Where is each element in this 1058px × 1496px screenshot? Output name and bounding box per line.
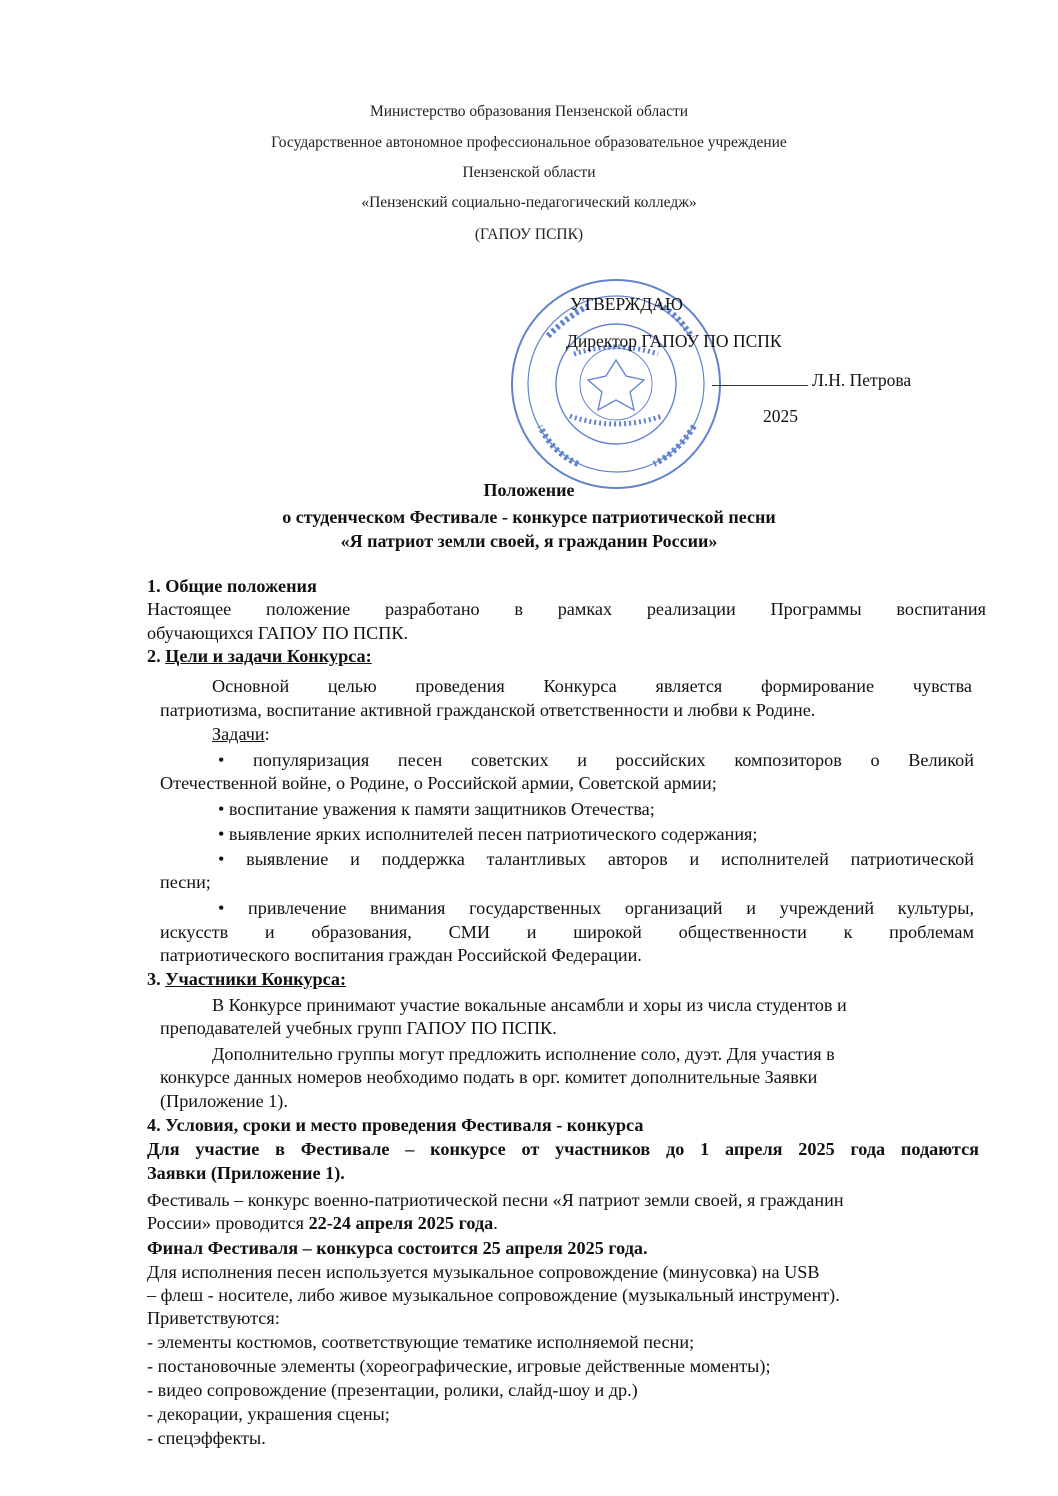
region-line: Пензенской области <box>462 164 596 181</box>
dates-prefix: России» проводится <box>147 1213 309 1233</box>
section4-deadline-line1: Для участие в Фестивале – конкурсе от участников до 1 апреля 2025 года подаются <box>147 1139 979 1159</box>
welcome-label: Приветствуются: <box>147 1308 280 1328</box>
welcome-item-3: - видео сопровождение (презентации, ролики, слайд-шоу и др.) <box>147 1380 638 1400</box>
welcome-item-2: - постановочные элементы (хореографические, игровые действенные моменты); <box>147 1356 771 1376</box>
approve-label: УТВЕРЖДАЮ <box>570 294 683 314</box>
section2-heading <box>147 646 372 667</box>
tasks-label-text: Задачи <box>212 724 265 744</box>
final-date: Финал Фестиваля – конкурса состоится 25 апреля 2025 года. <box>147 1238 648 1258</box>
ministry-line: Министерство образования Пензенской области <box>369 103 689 120</box>
section4-p1-line1: Фестиваль – конкурс военно-патриотической песни «Я патриот земли своей, я гражданин <box>147 1190 844 1210</box>
task2: • воспитание уважения к памяти защитников Отечества; <box>218 799 655 819</box>
music-line2: – флеш - носителе, либо живое музыкальное сопровождение (музыкальный инструмент). <box>147 1285 840 1305</box>
section4-deadline-line2: Заявки (Приложение 1). <box>147 1163 345 1183</box>
abbr-line: (ГАПОУ ПСПК) <box>474 226 584 243</box>
section1-text-line2: обучающихся ГАПОУ ПО ПСПК. <box>147 623 409 643</box>
section3-number: 3. <box>147 969 166 989</box>
director-title: Директор ГАПОУ ПО ПСПК <box>566 331 782 351</box>
task1-line2: Отечественной войне, о Родине, о Российской армии, Советской армии; <box>160 773 717 793</box>
section1-heading: 1. Общие положения <box>147 576 317 596</box>
task3: • выявление ярких исполнителей песен патриотического содержания; <box>218 824 758 844</box>
section3-p1-line2: преподавателей учебных групп ГАПОУ ПО ПСПК. <box>160 1018 557 1038</box>
tasks-label: Задачи: <box>212 724 270 744</box>
section2-number: 2. <box>147 646 166 666</box>
signature-line <box>712 385 808 386</box>
section3-p2-line3: (Приложение 1). <box>160 1091 288 1111</box>
institution-line: Государственное автономное профессиональное образовательное учреждение <box>271 134 787 151</box>
music-line1: Для исполнения песен используется музыкальное сопровождение (минусовка) на USB <box>147 1262 820 1282</box>
section4-p1-line2 <box>147 1213 498 1234</box>
section3-heading <box>147 969 346 990</box>
doc-subtitle: о студенческом Фестивале - конкурсе патриотической песни <box>282 507 776 527</box>
section3-heading-text: Участники Конкурса: <box>165 969 347 989</box>
dates-suffix: . <box>493 1213 498 1233</box>
festival-dates: 22-24 апреля 2025 года <box>308 1213 494 1233</box>
section2-goal-line1: Основной целью проведения Конкурса является формирование чувства <box>212 676 972 696</box>
welcome-item-5: - спецэффекты. <box>147 1428 266 1448</box>
section2-heading-text: Цели и задачи Конкурса: <box>165 646 372 666</box>
task4-line2: песни; <box>160 872 211 892</box>
task5-line3: патриотического воспитания граждан Российской Федерации. <box>160 945 642 965</box>
task1-line1: • популяризация песен советских и российских композиторов о Великой <box>218 750 974 770</box>
college-line: «Пензенский социально-педагогический колледж» <box>361 194 697 211</box>
section2-goal-line2: патриотизма, воспитание активной гражданской ответственности и любви к Родине. <box>160 700 816 720</box>
task4-line1: • выявление и поддержка талантливых авторов и исполнителей патриотической <box>218 849 974 869</box>
section3-p1-line1: В Конкурсе принимают участие вокальные ансамбли и хоры из числа студентов и <box>212 995 847 1015</box>
doc-festival-name: «Я патриот земли своей, я гражданин России» <box>340 531 718 551</box>
signer-name: Л.Н. Петрова <box>812 370 912 390</box>
task5-line2: искусств и образования, СМИ и широкой общественности к проблемам <box>160 922 974 942</box>
welcome-item-1: - элементы костюмов, соответствующие тематике исполняемой песни; <box>147 1332 695 1352</box>
approval-year: 2025 <box>763 406 798 426</box>
task5-line1: • привлечение внимания государственных организаций и учреждений культуры, <box>218 898 974 918</box>
doc-title: Положение <box>483 480 575 500</box>
section1-text-line1: Настоящее положение разработано в рамках реализации Программы воспитания <box>147 599 986 619</box>
section4-heading: 4. Условия, сроки и место проведения Фестиваля - конкурса <box>147 1115 644 1135</box>
section3-p2-line2: конкурсе данных номеров необходимо подать в орг. комитет дополнительные Заявки <box>160 1067 818 1087</box>
welcome-item-4: - декорации, украшения сцены; <box>147 1404 390 1424</box>
section3-p2-line1: Дополнительно группы могут предложить исполнение соло, дуэт. Для участия в <box>212 1044 835 1064</box>
